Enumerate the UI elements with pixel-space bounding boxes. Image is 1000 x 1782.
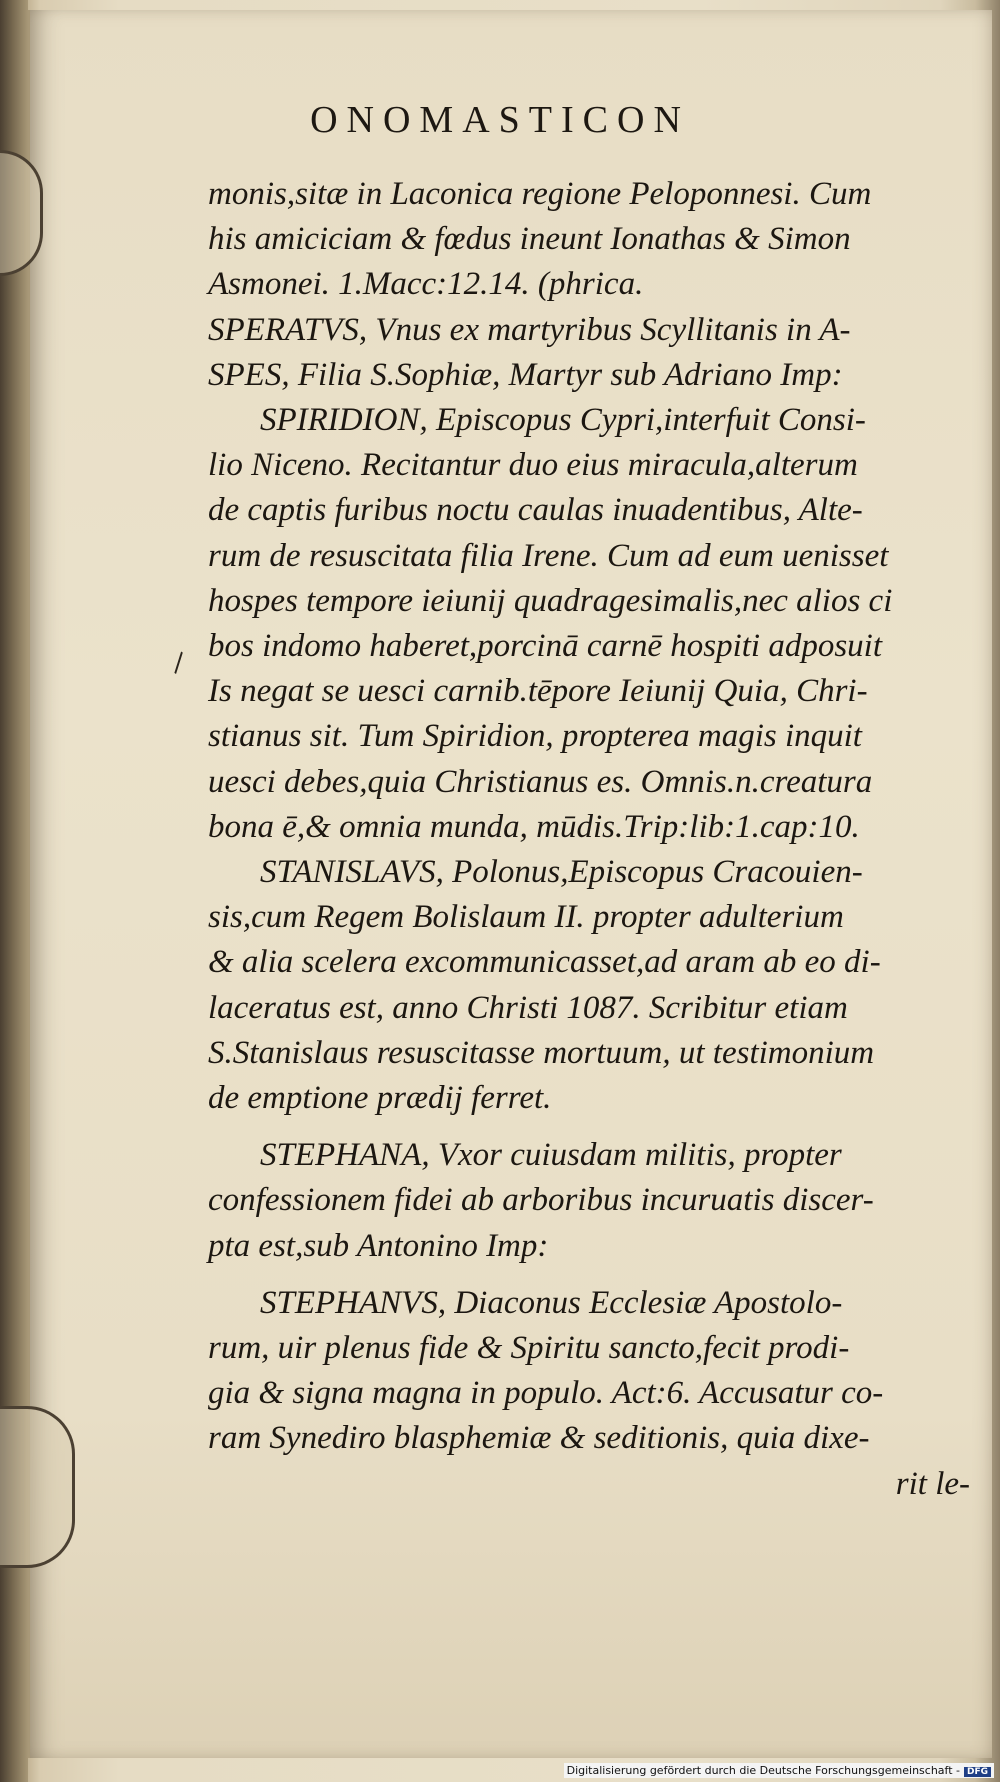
text-line: his amiciciam & fœdus ineunt Ionathas & Simon xyxy=(208,221,851,258)
text-line: sis,cum Regem Bolislaum II. propter adulterium xyxy=(208,899,844,936)
entry-heading-speratus: SPERATVS, Vnus ex martyribus Scyllitanis in A- xyxy=(208,311,851,348)
text-line: stianus sit. Tum Spiridion, propterea magis inquit xyxy=(208,718,862,755)
entry-heading-stephana: STEPHANA, Vxor cuiusdam militis, propter xyxy=(260,1137,842,1174)
text-line: Asmonei. 1.Macc:12.14. (phrica. xyxy=(208,266,644,303)
page-text-block xyxy=(208,172,978,1507)
text-line: hospes tempore ieiunij quadragesimalis,nec alios ci xyxy=(208,582,893,619)
page-clip-bottom-mark xyxy=(0,1406,75,1568)
text-line: rum, uir plenus fide & Spiritu sancto,fecit prodi- xyxy=(208,1330,850,1367)
text-line: confessionem fidei ab arboribus incuruatis discer- xyxy=(208,1182,874,1219)
digitization-credit xyxy=(564,1763,994,1778)
text-line: lio Niceno. Recitantur duo eius miracula,alterum xyxy=(208,447,858,484)
entry-heading-spes: SPES, Filia S.Sophiæ, Martyr sub Adriano Imp: xyxy=(208,356,843,393)
text-line: Is negat se uesci carnib.tēpore Ieiunij Quia, Chri- xyxy=(208,673,868,710)
text-line: de emptione prædij ferret. xyxy=(208,1080,552,1117)
text-line: S.Stanislaus resuscitasse mortuum, ut testimonium xyxy=(208,1034,875,1071)
text-line: monis,sitæ in Laconica regione Peloponnesi. Cum xyxy=(208,176,872,212)
text-line: gia & signa magna in populo. Act:6. Accusatur co- xyxy=(208,1375,884,1412)
entry-heading-stephanus: STEPHANVS, Diaconus Ecclesiæ Apostolo- xyxy=(260,1284,843,1321)
text-line: laceratus est, anno Christi 1087. Scribitur etiam xyxy=(208,989,848,1026)
running-title: ONOMASTICON xyxy=(310,99,690,141)
entry-heading-stanislaus: STANISLAVS, Polonus,Episcopus Cracouien- xyxy=(260,854,863,891)
credit-text: Digitalisierung gefördert durch die Deutsche Forschungsgemeinschaft - xyxy=(566,1764,960,1777)
margin-mark-icon: \ xyxy=(166,648,191,678)
text-line: de captis furibus noctu caulas inuadentibus, Alte- xyxy=(208,492,863,529)
dfg-logo: DFG xyxy=(964,1767,991,1777)
text-line: pta est,sub Antonino Imp: xyxy=(208,1227,549,1264)
catchword: rit le- xyxy=(895,1465,970,1502)
text-line: rum de resuscitata filia Irene. Cum ad eum uenisset xyxy=(208,537,889,574)
text-line: & alia scelera excommunicasset,ad aram ab eo di- xyxy=(208,944,881,981)
text-line: ram Synediro blasphemiæ & seditionis, quia dixe- xyxy=(208,1420,870,1457)
entry-heading-spiridion: SPIRIDION, Episcopus Cypri,interfuit Consi- xyxy=(260,402,866,439)
text-line: uesci debes,quia Christianus es. Omnis.n.creatura xyxy=(208,763,873,800)
text-line: bona ē,& omnia munda, mūdis.Trip:lib:1.cap:10. xyxy=(208,808,860,845)
text-line: bos indomo haberet,porcinā carnē hospiti adposuit xyxy=(208,628,883,665)
